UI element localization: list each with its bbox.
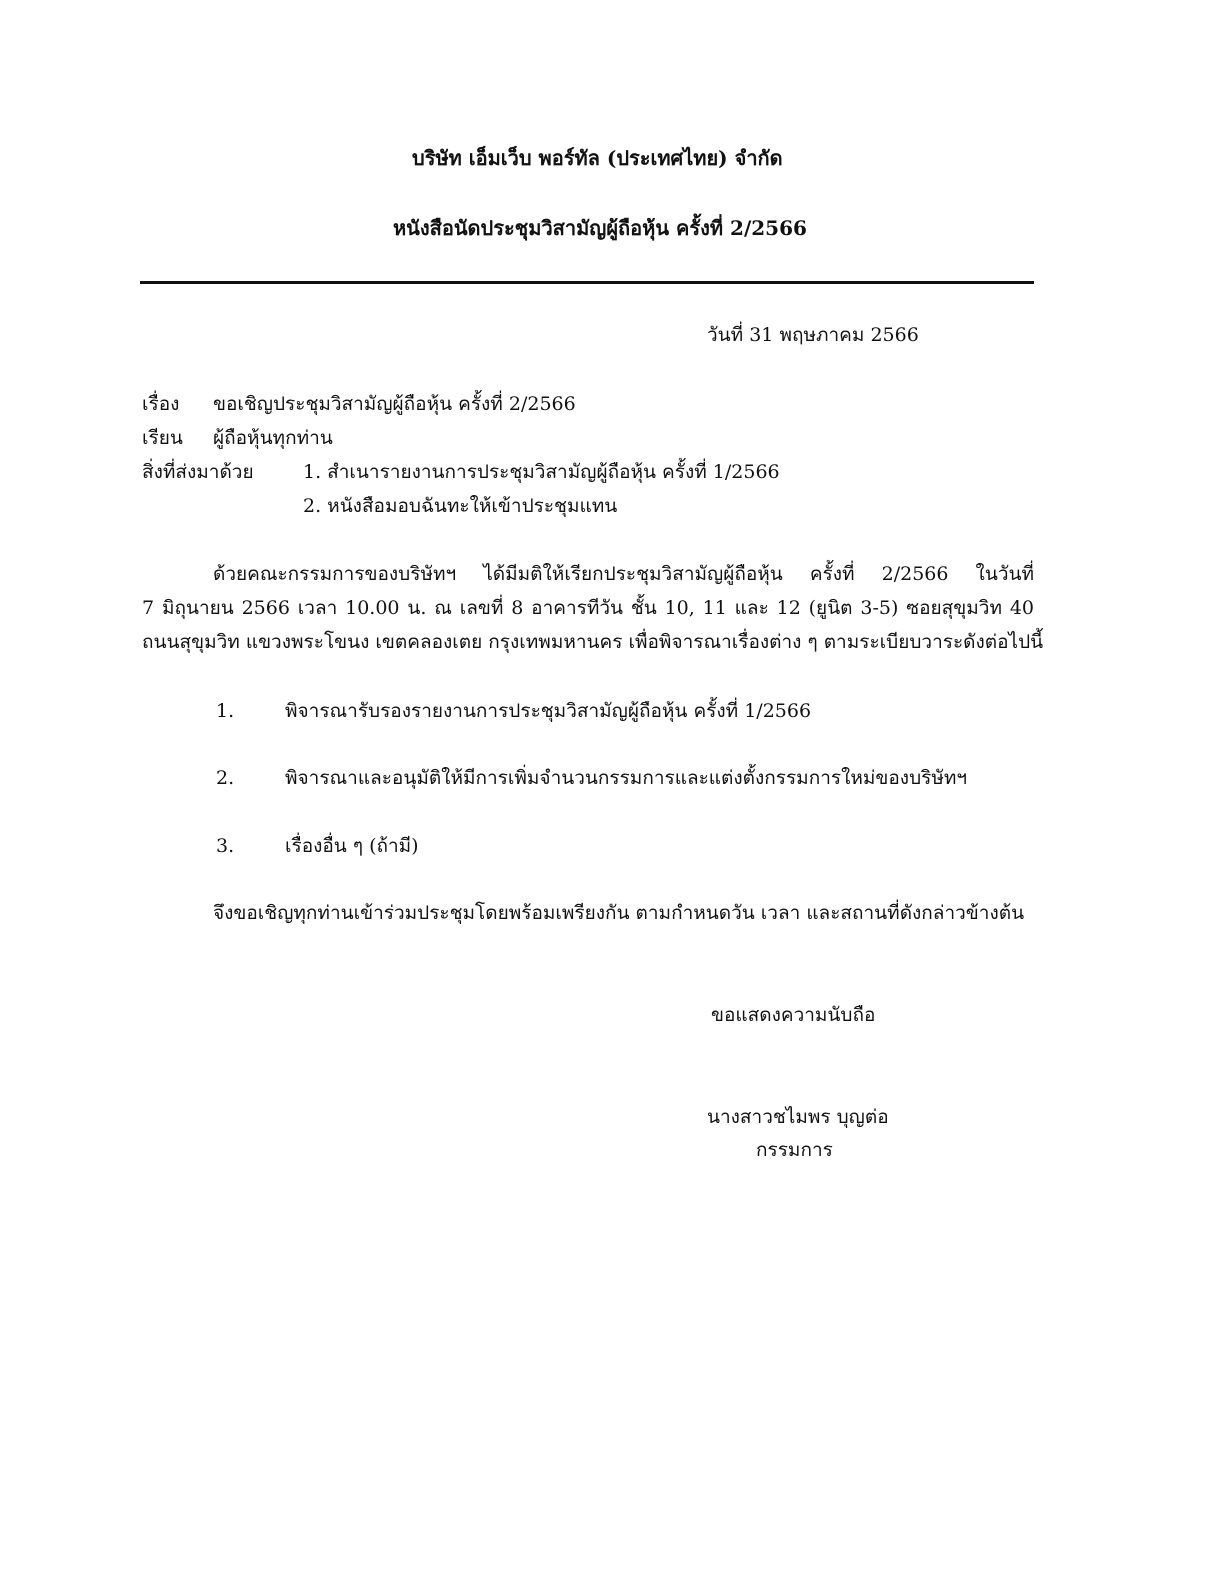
enclosure-item: 1. สำเนารายงานการประชุมวิสามัญผู้ถือหุ้น ครั้งที่ 1/2566	[303, 461, 780, 483]
agenda-number: 3.	[216, 835, 235, 857]
intro-line: ถนนสุขุมวิท แขวงพระโขนง เขตคลองเตย กรุงเทพมหานคร เพื่อพิจารณาเรื่องต่าง ๆ ตามระเบียบวาระดังต่อไปนี้	[142, 631, 1044, 653]
enclosures-label: สิ่งที่ส่งมาด้วย	[142, 461, 254, 483]
document-date: วันที่ 31 พฤษภาคม 2566	[707, 324, 919, 346]
signer-name: นางสาวชไมพร บุญต่อ	[707, 1106, 889, 1128]
agenda-number: 1.	[216, 700, 235, 722]
enclosure-item: 2. หนังสือมอบฉันทะให้เข้าประชุมแทน	[303, 495, 618, 517]
agenda-number: 2.	[216, 767, 235, 789]
subject-label: เรื่อง	[142, 393, 180, 415]
intro-line: ด้วยคณะกรรมการของบริษัทฯ ได้มีมติให้เรียกประชุมวิสามัญผู้ถือหุ้น ครั้งที่ 2/2566 ในวันที่	[213, 563, 1034, 585]
header-divider	[140, 281, 1034, 284]
closing-sentence: จึงขอเชิญทุกท่านเข้าร่วมประชุมโดยพร้อมเพรียงกัน ตามกำหนดวัน เวลา และสถานที่ดังกล่าวข้างต้น	[213, 902, 1025, 924]
salutation: ขอแสดงความนับถือ	[711, 1004, 876, 1026]
recipient-label: เรียน	[142, 427, 183, 449]
agenda-text: พิจารณารับรองรายงานการประชุมวิสามัญผู้ถือหุ้น ครั้งที่ 1/2566	[285, 700, 812, 722]
subject-value: ขอเชิญประชุมวิสามัญผู้ถือหุ้น ครั้งที่ 2/2566	[213, 393, 576, 415]
agenda-text: เรื่องอื่น ๆ (ถ้ามี)	[285, 835, 419, 857]
signer-position: กรรมการ	[756, 1139, 833, 1161]
intro-line: 7 มิถุนายน 2566 เวลา 10.00 น. ณ เลขที่ 8 อาคารทีวัน ชั้น 10, 11 และ 12 (ยูนิต 3-5) ซอยสุขุมวิท 40	[142, 597, 1034, 619]
agenda-text: พิจารณาและอนุมัติให้มีการเพิ่มจำนวนกรรมการและแต่งตั้งกรรมการใหม่ของบริษัทฯ	[285, 767, 968, 789]
company-name: บริษัท เอ็มเว็บ พอร์ทัล (ประเทศไทย) จำกัด	[412, 146, 783, 170]
recipient-value: ผู้ถือหุ้นทุกท่าน	[213, 427, 333, 449]
document-title: หนังสือนัดประชุมวิสามัญผู้ถือหุ้น ครั้งที่ 2/2566	[393, 216, 807, 240]
